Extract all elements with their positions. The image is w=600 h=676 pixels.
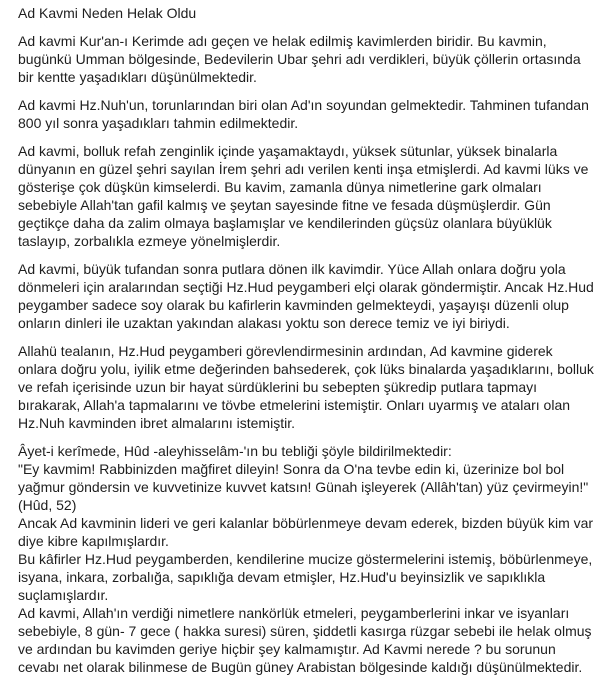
final-block	[18, 442, 594, 676]
article-title: Ad Kavmi Neden Helak Oldu	[18, 5, 197, 21]
block-line-4: Bu kâfirler Hz.Hud peygamberden, kendilerine mucize göstermelerini istemiş, böbürlenmeye, isyana, inkara, zorbalığa, sapıklığa devam etmişler, Hz.Hud'u beyinsizlik ve sapıklıkla suçlamışlardır.	[18, 551, 593, 603]
block-line-3: Ancak Ad kavminin lideri ve geri kalanlar böbürlenmeye devam ederek, bizden büyük kim var diye kibre kapılmışlardır.	[18, 515, 594, 549]
paragraph-5: Allahü tealanın, Hz.Hud peygamberi görevlendirmesinin ardından, Ad kavmine giderek onlara doğru yolu, iyilik etme değerinden bahsederek, çok lüks binalarda yaşadıklarını, bolluk ve refah içerisinde uzun bir hayat sürdüklerini bu sebepten şükredip putlara tapmayı bırakarak, Allah'a tapmalarını ve tövbe etmelerini istemiştir. Onları uyarmış ve ataları olan Hz.Nuh kavminden ibret almalarını istemiştir.	[18, 343, 594, 431]
paragraph-2: Ad kavmi Hz.Nuh'un, torunlarından biri olan Ad'ın soyundan gelmektedir. Tahminen tufandan 800 yıl sonra yaşadıkları tahmin edilmektedir.	[18, 97, 589, 131]
block-line-5: Ad kavmi, Allah'ın verdiği nimetlere nankörlük etmeleri, peygamberlerini inkar ve isyanları sebebiyle, 8 gün- 7 gece ( hakka suresi) süren, şiddetli kasırga rüzgar sebebi ile helak olmuş ve ardından bu kavimden geriye hiçbir şey kalmamıştır. Ad Kavmi nerede ? bu sorunun cevabı net olarak bilinmese de Bugün güney Arabistan bölgesinde kaldığı düşünülmektedir.	[18, 605, 592, 675]
verse-intro: Âyet-i kerîmede, Hûd -aleyhisselâm-'ın bu tebliği şöyle bildirilmektedir:	[18, 443, 452, 459]
paragraph-1: Ad kavmi Kur'an-ı Kerimde adı geçen ve helak edilmiş kavimlerden biridir. Bu kavmin, bugünkü Umman bölgesinde, Bedevilerin Ubar şehri adı verdikleri, büyük çöllerin ortasında bir kentte yaşadıkları düşünülmektedir.	[18, 33, 581, 85]
paragraph-3: Ad kavmi, bolluk refah zenginlik içinde yaşamaktaydı, yüksek sütunlar, yüksek binalarla dünyanın en güzel şehri sayılan İrem şehri adı verilen kenti inşa etmişlerdi. Ad kavmi lüks ve gösterişe çok düşkün kimselerdi. Bu kavim, zamanla dünya nimetlerine gark olmaları sebebiyle Allah'tan gafil kalmış ve şeytan sayesinde fitne ve fesada düşmüşlerdir. Gün geçtikçe daha da zalim olmaya başlamışlar ve kendilerinden güçsüz olanlara büyüklük taslayıp, zorbalıkla ezmeye yönelmişlerdir.	[18, 143, 589, 249]
verse-quote: "Ey kavmim! Rabbinizden mağfiret dileyin! Sonra da O'na tevbe edin ki, üzerinize bol bol yağmur göndersin ve kuvvetinize kuvvet katsın! Günah işleyerek (Allâh'tan) yüz çevirmeyin!" (Hûd, 52)	[18, 461, 589, 513]
paragraph-4: Ad kavmi, büyük tufandan sonra putlara dönen ilk kavimdir. Yüce Allah onlara doğru yola dönmeleri için aralarından seçtiği Hz.Hud peygamberi elçi olarak göndermiştir. Ancak Hz.Hud peygamber sadece soy olarak bu kafirlerin kavminden gelmekteydi, yaşayışı düzenli olup onların dinleri ile uzaktan yakından alakası yoktu son derece temiz ve iyi biriydi.	[18, 261, 594, 331]
